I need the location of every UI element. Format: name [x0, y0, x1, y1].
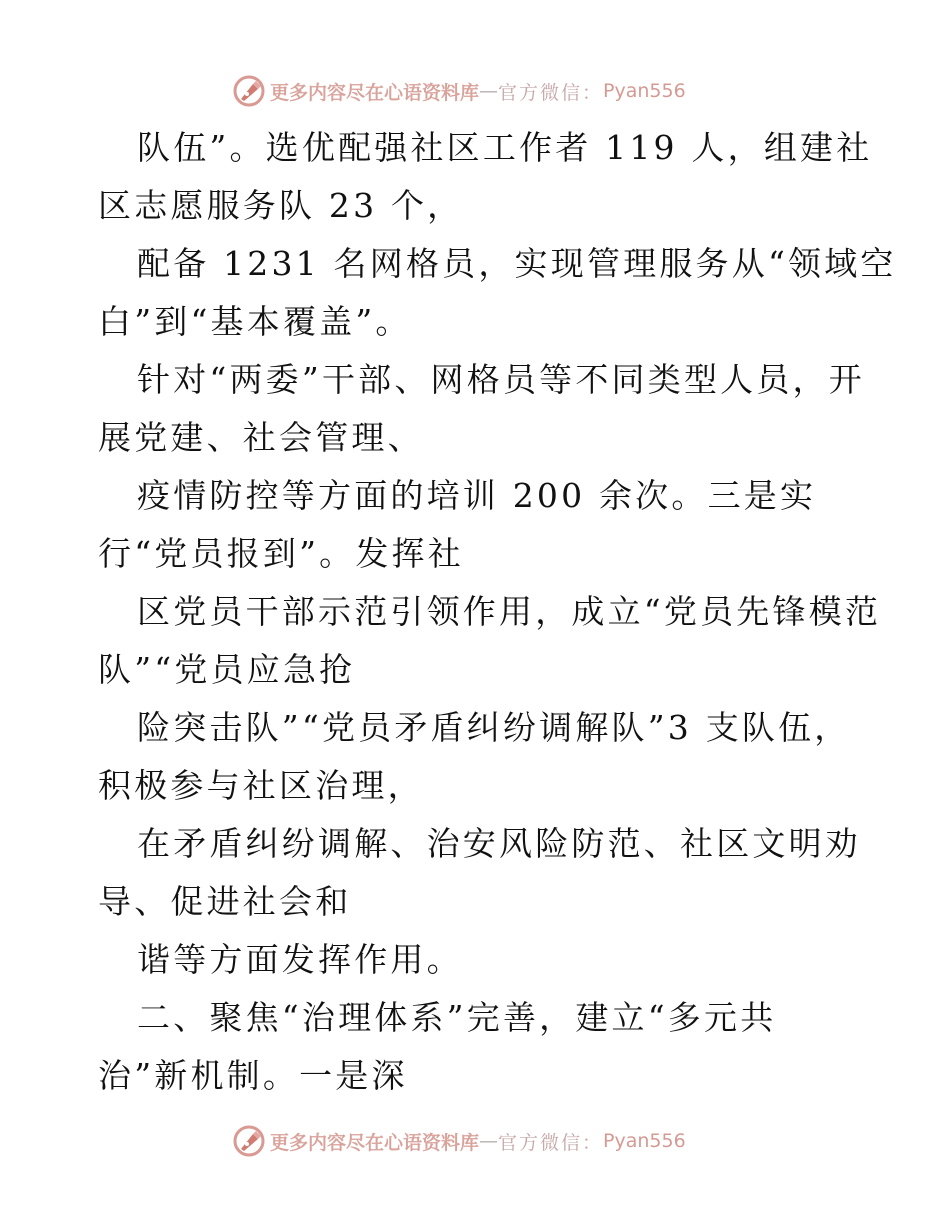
watermark-separator: —	[479, 1130, 499, 1152]
body-line: 治”新机制。一是深	[98, 1056, 408, 1095]
watermark-channel: 官方微信：	[498, 1131, 604, 1154]
body-line: 展党建、社会管理、	[98, 418, 424, 457]
watermark-brand: 更多内容尽在心语资料库	[270, 1131, 480, 1154]
body-line: 队”“党员应急抢	[98, 650, 356, 689]
body-line: 险突击队”“党员矛盾纠纷调解队”3 支队伍，	[137, 708, 851, 747]
body-line: 区党员干部示范引领作用，成立“党员先锋模范	[137, 592, 882, 631]
body-line: 二、聚焦“治理体系”完善，建立“多元共	[137, 998, 777, 1037]
body-line: 区志愿服务队 23 个，	[98, 186, 464, 225]
watermark-wechat-id: Pyan556	[603, 80, 686, 102]
watermark-channel: 官方微信：	[498, 81, 604, 104]
body-line: 导、促进社会和	[98, 882, 352, 921]
pen-nib-logo-icon	[232, 1124, 266, 1158]
footer-watermark	[232, 1122, 686, 1160]
body-line: 谐等方面发挥作用。	[137, 940, 463, 979]
pen-nib-logo-icon	[232, 74, 266, 108]
watermark-brand: 更多内容尽在心语资料库	[270, 81, 480, 104]
watermark-separator: —	[479, 80, 499, 102]
body-line: 白”到“基本覆盖”。	[98, 302, 412, 341]
body-line: 疫情防控等方面的培训 200 余次。三是实	[137, 476, 817, 515]
body-line: 队伍”。选优配强社区工作者 119 人，组建社	[137, 128, 873, 167]
body-line: 针对“两委”干部、网格员等不同类型人员，开	[137, 360, 865, 399]
body-line: 行“党员报到”。发挥社	[98, 534, 464, 573]
watermark-wechat-id: Pyan556	[603, 1130, 686, 1152]
body-line: 积极参与社区治理，	[98, 766, 424, 805]
body-line: 在矛盾纠纷调解、治安风险防范、社区文明劝	[137, 824, 861, 863]
header-watermark	[232, 72, 686, 110]
body-line: 配备 1231 名网格员，实现管理服务从“领域空	[137, 244, 897, 283]
